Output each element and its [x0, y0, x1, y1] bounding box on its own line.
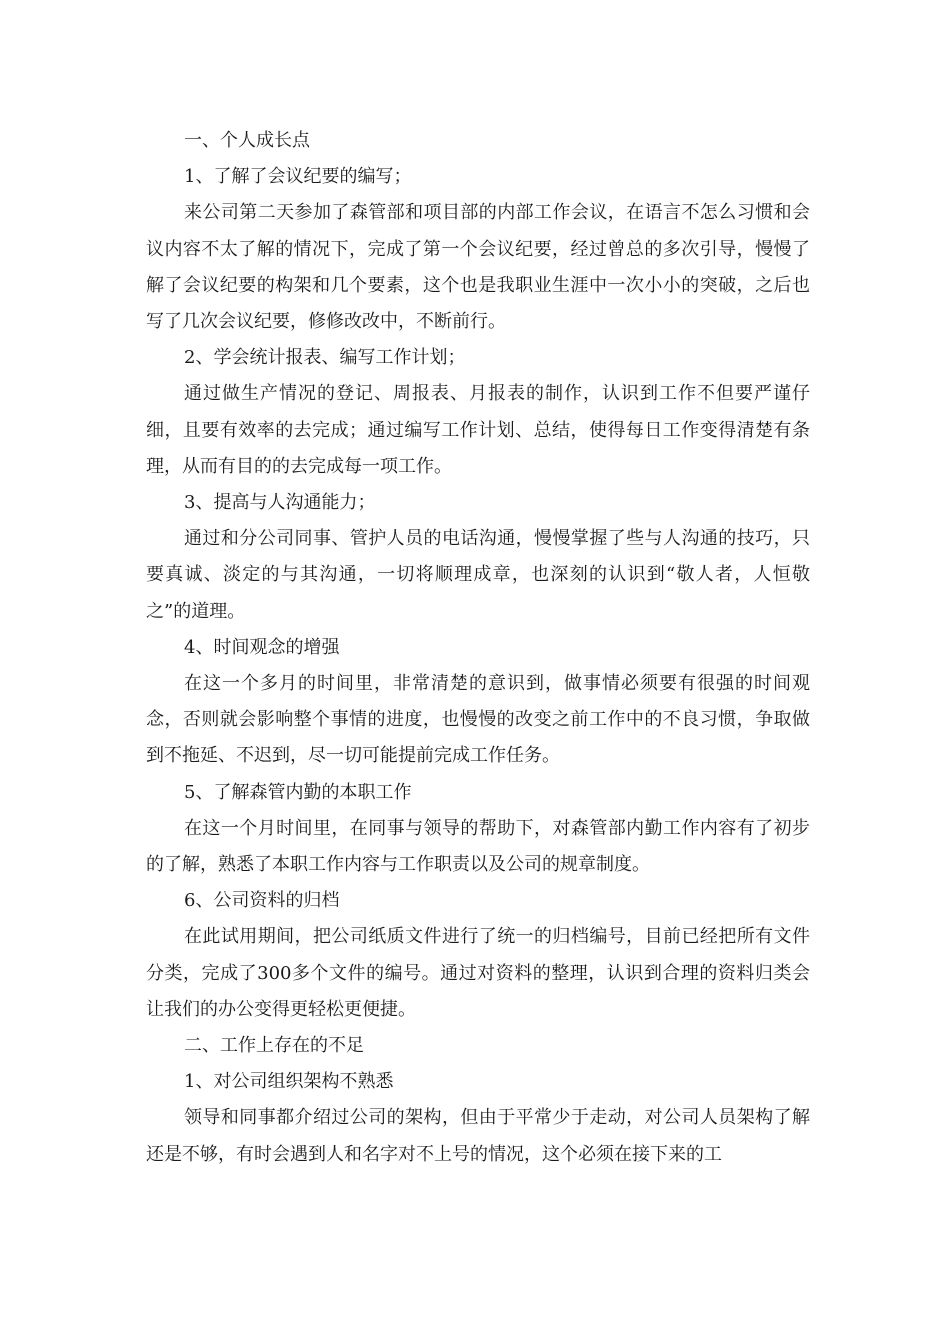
- body-paragraph: 通过和分公司同事、管护人员的电话沟通，慢慢掌握了些与人沟通的技巧，只要真诚、淡定的与其沟通，一切将顺理成章，也深刻的认识到“敬人者，人恒敬之”的道理。: [146, 528, 810, 622]
- item-heading: 6、公司资料的归档: [184, 890, 340, 912]
- body-paragraph: 领导和同事都介绍过公司的架构，但由于平常少于走动，对公司人员架构了解还是不够，有时会遇到人和名字对不上号的情况，这个必须在接下来的工: [146, 1107, 810, 1165]
- body-paragraph: 在这一个月时间里，在同事与领导的帮助下，对森管部内勤工作内容有了初步的了解，熟悉了本职工作内容与工作职责以及公司的规章制度。: [146, 817, 810, 876]
- item-heading: 4、时间观念的增强: [184, 636, 340, 658]
- section-heading: 一、个人成长点: [184, 130, 310, 151]
- item-heading: 3、提高与人沟通能力；: [184, 492, 376, 514]
- body-paragraph: 通过做生产情况的登记、周报表、月报表的制作，认识到工作不但要严谨仔细，且要有效率的去完成；通过编写工作计划、总结，使得每日工作变得清楚有条理，从而有目的的去完成每一项工作。: [146, 383, 810, 477]
- document-body: [146, 123, 810, 1173]
- section-heading: 二、工作上存在的不足: [184, 1035, 364, 1057]
- item-heading: 5、了解森管内勤的本职工作: [184, 781, 412, 803]
- body-paragraph: 来公司第二天参加了森管部和项目部的内部工作会议，在语言不怎么习惯和会议内容不太了解的情况下，完成了第一个会议纪要，经过曾总的多次引导，慢慢了解了会议纪要的构架和几个要素，这个也是我职业生涯中一次小小的突破，之后也写了几次会议纪要，修修改改中，不断前行。: [146, 202, 810, 333]
- item-heading: 1、了解了会议纪要的编写；: [184, 166, 412, 188]
- body-paragraph: 在此试用期间，把公司纸质文件进行了统一的归档编号，目前已经把所有文件分类，完成了300多个文件的编号。通过对资料的整理，认识到合理的资料归类会让我们的办公变得更轻松更便捷。: [146, 926, 810, 1020]
- body-paragraph: 在这一个多月的时间里，非常清楚的意识到，做事情必须要有很强的时间观念，否则就会影响整个事情的进度，也慢慢的改变之前工作中的不良习惯，争取做到不拖延、不迟到，尽一切可能提前完成工作任务。: [146, 673, 810, 767]
- item-heading: 1、对公司组织架构不熟悉: [184, 1071, 394, 1093]
- item-heading: 2、学会统计报表、编写工作计划；: [184, 347, 466, 369]
